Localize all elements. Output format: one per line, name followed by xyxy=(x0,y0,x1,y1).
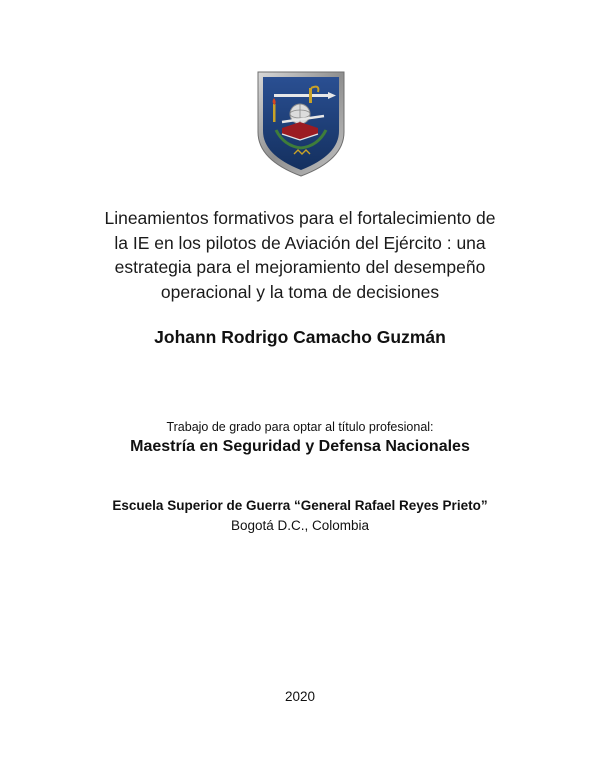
location: Bogotá D.C., Colombia xyxy=(230,518,370,533)
thesis-title-line: estrategia para el mejoramiento del desempeño xyxy=(114,257,486,277)
degree-intro: Trabajo de grado para optar al título profesional: xyxy=(166,420,434,434)
school-name: Escuela Superior de Guerra “General Rafael Reyes Prieto” xyxy=(112,498,488,513)
degree-name: Maestría en Seguridad y Defensa Nacionales xyxy=(130,438,470,455)
thesis-title-line: la IE en los pilotos de Aviación del Ejército : una xyxy=(114,232,486,253)
thesis-title-line: operacional y la toma de decisiones xyxy=(160,281,440,302)
year: 2020 xyxy=(284,689,316,704)
author-name: Johann Rodrigo Camacho Guzmán xyxy=(154,327,446,347)
thesis-title-line: Lineamientos formativos para el fortalecimiento de xyxy=(104,208,496,228)
thesis-title xyxy=(60,206,540,304)
institution-crest-icon xyxy=(254,70,348,178)
